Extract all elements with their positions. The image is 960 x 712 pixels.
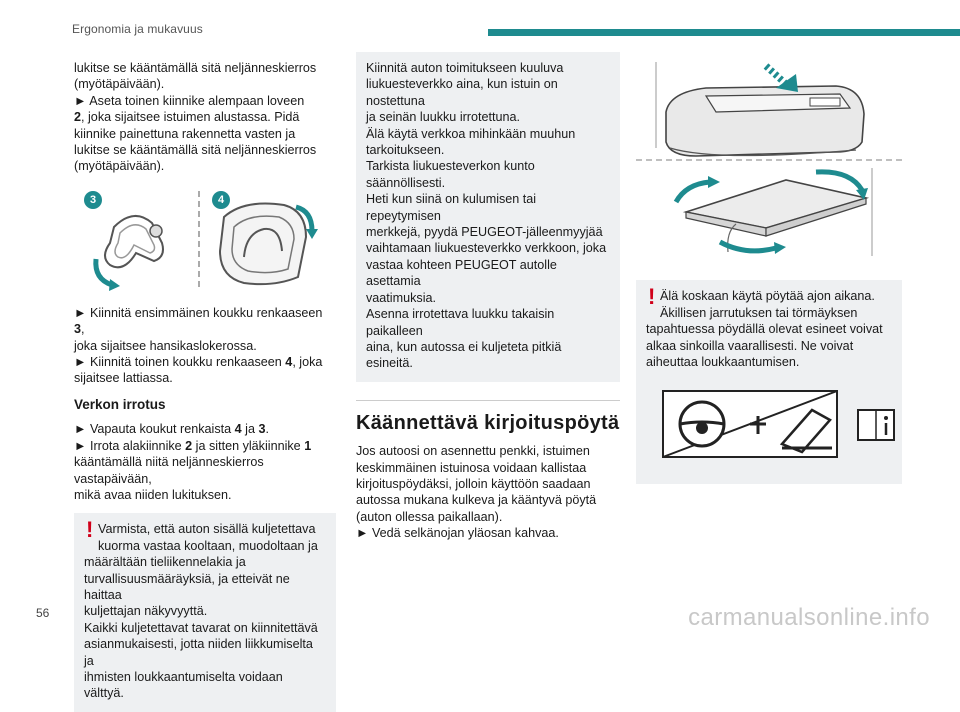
info-line: vaatimuksia. [366, 290, 436, 305]
body-line: keskimmäinen istuinosa voidaan kallistaa [356, 460, 587, 475]
info-line: vaihtamaan liukuesteverkko verkkoon, joka [366, 241, 607, 256]
info-line: liukuesteverkko aina, kun istuin on nostettuna [366, 77, 558, 108]
warning-line: Kaikki kuljetettavat tavarat on kiinnitettävä [84, 620, 318, 635]
callout-badge-4: 4 [212, 191, 230, 209]
step-text: . [265, 422, 269, 437]
ref-number: 3 [258, 422, 266, 437]
warning-line: ihmisten loukkaantumiselta voidaan välttyä. [84, 669, 283, 701]
column-2 [356, 52, 620, 542]
section-heading-main: Käännettävä kirjoituspöytä [356, 400, 620, 431]
pictogram-row [646, 384, 912, 474]
para-text: , joka sijaitsee istuimen alustassa. Pidä [81, 110, 300, 125]
body-line: Jos autoosi on asennettu penkki, istuimen [356, 444, 590, 459]
info-line: Älä käytä verkkoa mihinkään muuhun [366, 126, 576, 141]
warning-line: Varmista, että auton sisällä kuljetettava [98, 522, 316, 537]
page-number: 56 [36, 606, 50, 620]
step-line: sijaitsee lattiassa. [74, 371, 173, 386]
ref-number: 2 [185, 438, 193, 453]
step-text: , joka [292, 355, 323, 370]
step-line: joka sijaitsee hansikaslokerossa. [74, 338, 257, 353]
body-line: ► Vedä selkänojan yläosan kahvaa. [356, 526, 559, 541]
warning-line: asianmukaisesti, jotta niiden liikkumiselta ja [84, 637, 313, 668]
step-text: ja [241, 422, 259, 437]
no-driving-pictogram [662, 390, 908, 460]
warning-line: kuljettajan näkyvyyttä. [84, 604, 208, 619]
ref-number: 3 [74, 322, 82, 337]
info-box [356, 52, 620, 382]
step-line [74, 354, 336, 370]
warning-line: Älä koskaan käytä pöytää ajon aikana. [660, 289, 875, 304]
step-text: ► Kiinnitä toinen koukku renkaaseen [74, 355, 286, 370]
info-line: vastaa kohteen PEUGEOT autolle asettamia [366, 257, 557, 289]
ref-number: 1 [304, 438, 312, 453]
watermark: carmanualsonline.info [688, 604, 930, 631]
warning-box [636, 280, 902, 484]
warning-line: kuorma vastaa kooltaan, muodoltaan ja [98, 538, 318, 553]
warning-line: aiheuttaa loukkaantumisen. [646, 355, 800, 370]
info-line: tarkoitukseen. [366, 143, 445, 158]
info-line: Heti kun siinä on kulumisen tai repeytymisen [366, 192, 537, 223]
ref-number: 4 [285, 355, 293, 370]
step-text: ► Vapauta koukut renkaista [74, 422, 235, 437]
info-line: Kiinnitä auton toimitukseen kuuluva [366, 61, 564, 75]
step-line: kääntämällä niitä neljänneskierros vastapäivään, [74, 455, 264, 486]
step-text: ► Irrota alakiinnike [74, 438, 186, 453]
para-line: kiinnike painettuna rakennetta vasten ja [74, 126, 296, 141]
para-line: (myötäpäivään). [74, 159, 165, 174]
ref-number: 4 [234, 422, 242, 437]
para-line: lukitse se kääntämällä sitä neljänneskierros [74, 143, 317, 158]
body-line: kirjoituspöydäksi, jolloin käyttöön saadaan [356, 476, 591, 491]
step-text: ja sitten yläkiinnike [192, 438, 305, 453]
step-text: , [81, 322, 85, 337]
step-line: mikä avaa niiden lukituksen. [74, 487, 232, 502]
hook-illustrations [74, 187, 336, 295]
section-heading: Verkon irrotus [74, 396, 166, 412]
warning-icon: ! [86, 517, 94, 543]
ref-number: 2 [74, 110, 82, 125]
step-line [74, 438, 336, 454]
step-line [74, 305, 336, 338]
warning-line: tapahtuessa pöydällä olevat esineet voivat [646, 322, 883, 337]
para-line: (myötäpäivään). [74, 77, 165, 92]
info-line: aina, kun autossa ei kuljeteta pitkiä esineitä. [366, 339, 562, 371]
header-accent-bar [488, 29, 960, 36]
para-line [74, 109, 336, 125]
para-line: ► Aseta toinen kiinnike alempaan loveen [74, 93, 305, 108]
body-line: autossa mukana kulkeva ja kääntyvä pöytä [356, 493, 597, 508]
warning-line: Äkillisen jarrutuksen tai törmäyksen [660, 305, 858, 320]
step-text: ► Kiinnitä ensimmäinen koukku renkaaseen [74, 305, 323, 320]
warning-line: alkaa sinkoilla vaarallisesti. Ne voivat [646, 338, 854, 353]
warning-line: määrältään tieliikennelakia ja [84, 555, 246, 570]
body-line: (auton ollessa paikallaan). [356, 509, 503, 524]
para-line: lukitse se kääntämällä sitä neljänneskierros [74, 61, 317, 75]
column-1 [74, 60, 336, 712]
info-line: Tarkista liukuesteverkon kunto säännöllisesti. [366, 159, 535, 190]
warning-icon: ! [648, 284, 656, 310]
warning-box [74, 513, 336, 711]
step-line [74, 421, 336, 437]
warning-line: turvallisuusmääräyksiä, ja etteivät ne haittaa [84, 571, 290, 602]
column-3 [636, 52, 902, 484]
info-line: Asenna irrotettava luukku takaisin paikalleen [366, 307, 555, 338]
section-title: Ergonomia ja mukavuus [72, 22, 203, 36]
callout-badge-3: 3 [84, 191, 102, 209]
hook-ring-illustration [74, 187, 336, 295]
info-line: ja seinän luukku irrotettuna. [366, 110, 521, 125]
info-line: merkkejä, pyydä PEUGEOT-jälleenmyyjää [366, 225, 603, 240]
folding-table-illustration [636, 52, 902, 262]
